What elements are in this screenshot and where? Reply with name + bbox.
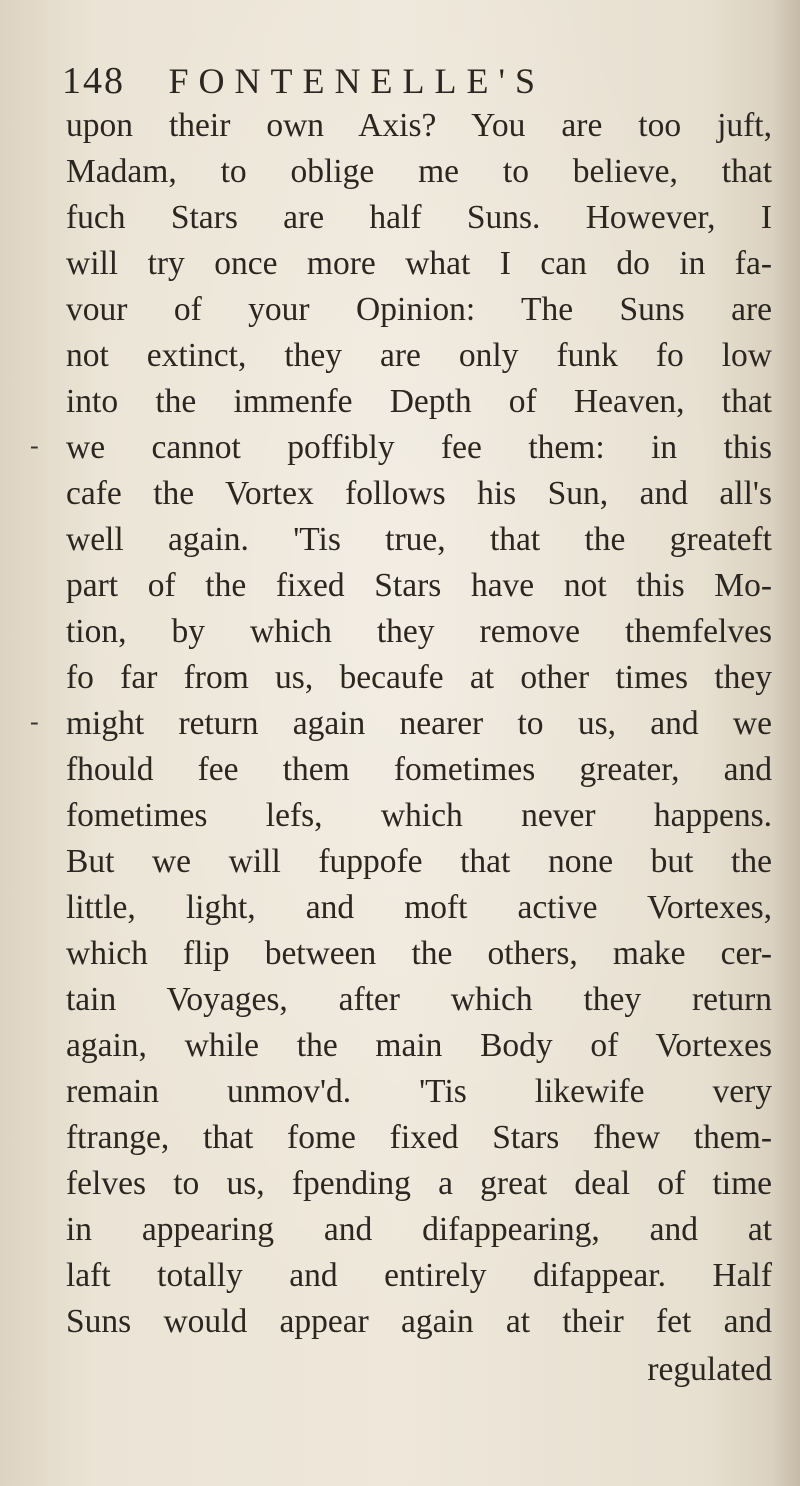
- text-line: into the immenfe Depth of Heaven, that: [66, 383, 772, 420]
- text-line: little, light, and moft active Vortexes,: [66, 889, 772, 926]
- running-title: FONTENELLE'S: [168, 61, 545, 101]
- text-line: Suns would appear again at their fet and: [66, 1303, 772, 1340]
- margin-dash-mark: -: [30, 707, 39, 736]
- text-line: might return again nearer to us, and we: [66, 705, 772, 742]
- text-line: fuch Stars are half Suns. However, I: [66, 199, 772, 236]
- page-edge-shadow: [772, 0, 800, 1486]
- text-line: again, while the main Body of Vortexes: [66, 1027, 772, 1064]
- text-line: upon their own Axis? You are too juft,: [66, 107, 772, 144]
- catchword: regulated: [647, 1351, 772, 1388]
- page-number: 148: [62, 60, 125, 102]
- text-line: vour of your Opinion: The Suns are: [66, 291, 772, 328]
- text-line: fometimes lefs, which never happens.: [66, 797, 772, 834]
- margin-dash-mark: -: [30, 431, 39, 460]
- text-line: laft totally and entirely difappear. Half: [66, 1257, 772, 1294]
- text-line: But we will fuppofe that none but the: [66, 843, 772, 880]
- text-line: cafe the Vortex follows his Sun, and all's: [66, 475, 772, 512]
- text-line: ftrange, that fome fixed Stars fhew them-: [66, 1119, 772, 1156]
- text-line: part of the fixed Stars have not this Mo-: [66, 567, 772, 604]
- text-line: Madam, to oblige me to believe, that: [66, 153, 772, 190]
- running-head: [62, 56, 762, 106]
- text-line: we cannot poffibly fee them: in this: [66, 429, 772, 466]
- text-line: fo far from us, becaufe at other times they: [66, 659, 772, 696]
- text-line: will try once more what I can do in fa-: [66, 245, 772, 282]
- text-line: not extinct, they are only funk fo low: [66, 337, 772, 374]
- text-line: well again. 'Tis true, that the greateft: [66, 521, 772, 558]
- text-line: in appearing and difappearing, and at: [66, 1211, 772, 1248]
- text-line: tion, by which they remove themfelves: [66, 613, 772, 650]
- text-line: felves to us, fpending a great deal of time: [66, 1165, 772, 1202]
- text-line: tain Voyages, after which they return: [66, 981, 772, 1018]
- body-text: [66, 103, 772, 1393]
- text-line: remain unmov'd. 'Tis likewife very: [66, 1073, 772, 1110]
- text-line: which flip between the others, make cer-: [66, 935, 772, 972]
- text-line: fhould fee them fometimes greater, and: [66, 751, 772, 788]
